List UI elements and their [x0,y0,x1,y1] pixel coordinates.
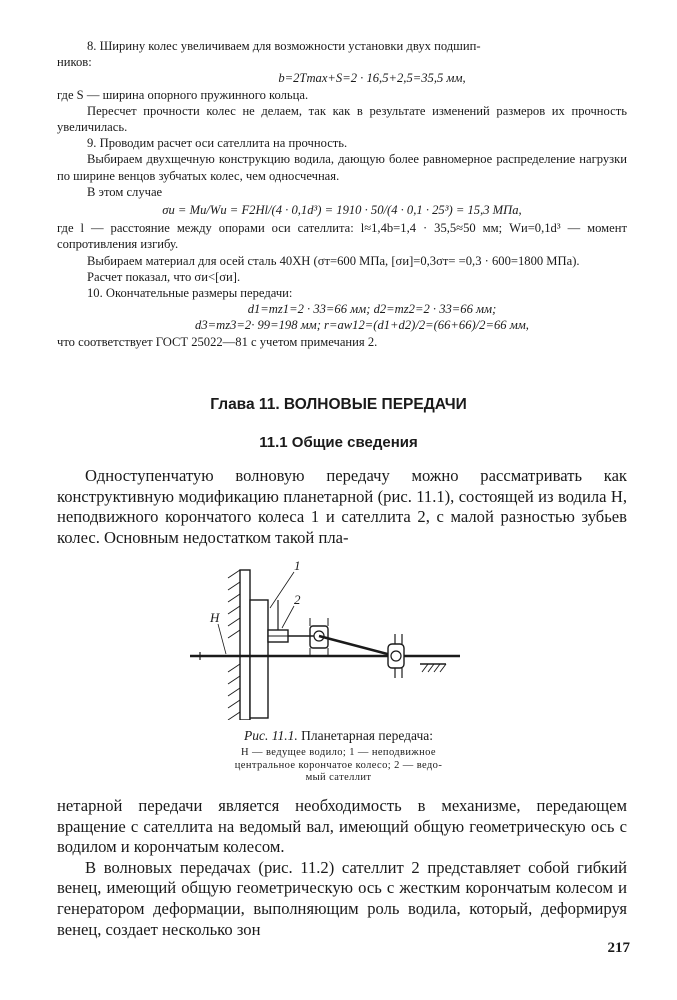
figure-caption [0,728,677,744]
material-choice-text: Выбираем материал для осей сталь 40ХН (σт=600 МПа, [σи]=0,3σт= =0,3 · 600=1800 МПа). [87,253,580,268]
recalc-note: Пересчет прочности колес не делаем, так как в результате изменений размеров их прочность увеличилась. [57,103,627,135]
input-shaft-h [190,652,460,660]
continuation-block [57,796,627,940]
stress-equation: σи = Mи/Wи = F2Hl/(4 · 0,1d³) = 1910 · 50/(4 · 0,1 · 25³) = 15,3 МПа, [162,203,522,218]
figure-legend-line: мый сателлит [305,772,372,783]
calculation-block [57,38,627,350]
output-shaft-bearing [388,634,404,678]
gost-text: что соответствует ГОСТ 25022—81 с учетом примечания 2. [57,334,378,349]
ground-support [420,664,446,672]
s-definition: где S — ширина опорного пружинного кольца. [57,87,309,102]
continuation-paragraph: нетарной передачи является необходимость в механизме, передающем вращение с сателлита на ведомый вал, имеющий общую геометрическую ось с водилом и корончатым колесом. [57,796,627,857]
figure-legend-line: центральное корончатое колесо; 2 — ведо- [234,759,443,771]
l-definition: где l — расстояние между опорами оси сателлита: l≈1,4b=1,4 · 35,5≈50 мм; Wи=0,1d³ — момент сопротивления изгибу. [57,221,627,252]
page-number: 217 [607,940,630,956]
figure-legend-line: H — ведущее водило; 1 — неподвижное [241,747,436,758]
carrier-choice-text: Выбираем двухщечную конструкцию водила, дающую более равномерное распределение нагрузки по ширине венцов зубчатых колес, чем односчечная. [57,152,627,183]
planetary-gear-diagram [190,560,480,720]
intro-paragraph-text: Одноступенчатую волновую передачу можно рассматривать как конструктивную модификацию планетарной (рис. 11.1), состоящей из водила H, неподвижного корончатого колеса 1 и сателлита 2, с малой разностью зубьев колес. Основным недостатком такой пла- [57,466,627,547]
step-8-continuation: ников: [57,55,92,70]
chapter-title: Глава 11. ВОЛНОВЫЕ ПЕРЕДАЧИ [210,396,467,413]
width-equation: b=2Tmax+S=2 · 16,5+2,5=35,5 мм, [278,71,466,86]
calc-result-text: Расчет показал, что σи<[σи]. [87,269,241,284]
section-title: 11.1 Общие сведения [259,434,418,451]
d1-d2-equation: d1=mz1=2 · 33=66 мм; d2=mz2=2 · 33=66 мм; [247,302,497,317]
label-1: 1 [294,560,301,573]
in-this-case-text: В этом случае [87,184,163,199]
coupling-link [288,618,395,656]
label-2: 2 [294,592,301,607]
label-h: H [210,610,220,625]
figure-caption-prefix: Рис. 11.1. [243,728,298,743]
intro-paragraph [57,466,627,548]
d3-r-equation: d3=mz3=2· 99=198 мм; r=aw12=(d1+d2)/2=(66+66)/2=66 мм, [195,318,529,333]
wave-gear-paragraph: В волновых передачах (рис. 11.2) сателлит 2 представляет собой гибкий венец, имеющий общую геометрическую ось с жестким корончатым колесом и генератором деформации, выполняющим роль водила, который, деформируя венец, создает несколько зон [57,857,627,939]
step-8-text: 8. Ширину колес увеличиваем для возможности установки двух подшип- [87,39,481,53]
fixed-ring-gear [228,570,268,720]
step-9-text: 9. Проводим расчет оси сателлита на прочность. [87,136,348,151]
figure-legend [0,747,677,785]
figure-caption-title: Планетарная передача: [301,728,434,743]
step-10-text: 10. Окончательные размеры передачи: [87,286,293,301]
